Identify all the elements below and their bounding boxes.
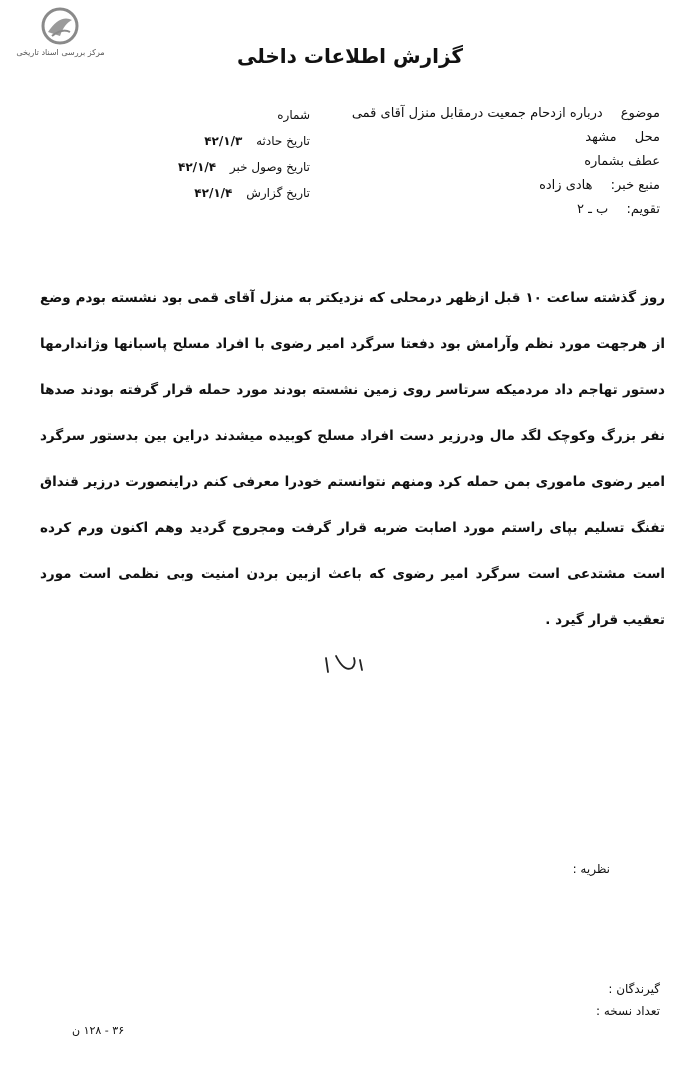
archive-seal-icon [38, 6, 82, 46]
place-value: مشهد [585, 130, 617, 145]
rating-row [260, 198, 660, 222]
subject-label: موضوع [620, 106, 660, 121]
place-row [260, 126, 660, 150]
report-date-row [140, 180, 310, 206]
source-label: منبع خبر: [610, 178, 660, 193]
incident-date-label: تاریخ حادثه [256, 134, 310, 148]
opinion-label: نظریه : [572, 862, 610, 876]
subject-row [260, 102, 660, 126]
rating-value: ب ـ ۲ [577, 202, 609, 217]
copies-label: تعداد نسخه : [595, 1004, 660, 1018]
report-meta-right [260, 102, 660, 222]
news-date-value: ۴۲/۱/۴ [178, 160, 217, 174]
news-date-label: تاریخ وصول خبر [229, 160, 310, 174]
form-number: ۳۶ - ۱۲۸ ن [72, 1024, 125, 1037]
place-label: محل [634, 130, 660, 145]
number-row [140, 102, 310, 128]
rating-label: تقویم: [626, 202, 660, 217]
recipients-block [596, 978, 660, 1022]
subject-value: درباره ازدحام جمعیت درمقابل منزل آقای قمی [351, 106, 603, 121]
report-date-value: ۴۲/۱/۴ [194, 186, 233, 200]
report-body: روز گذشته ساعت ۱۰ قبل ازظهر درمحلی که نزدیکتر به منزل آقای قمی بود نشسته بودم وضع از هرجهت مورد نظم وآرامش بود دفعتا سرگرد امیر رضوی با افراد مسلح پاسبانها وژاندارمها دستور تهاجم داد مردمیکه سرتاسر روی زمین نشسته بودند مورد حمله قرار گرفته بودند صدها نفر بزرگ وکوچک لگد مال ودرزیر دست افراد مسلح کوبیده میشدند دراین بین بدستور سرگرد امیر رضوی ماموری بمن حمله کرد ومنهم نتوانستم خودرا معرفی کنم دراینصورت درزیر قنداق تفنگ تسلیم بپای راستم مورد اصابت ضربه قرار گرفت ومجروح گردید وهم اکنون ورم کرده است مشتدعی است سرگرد امیر رضوی که باعث ازبین بردن امنیت وبی نظمی است مورد تعقیب قرار گیرد . [40, 290, 666, 628]
incident-date-row [140, 128, 310, 154]
source-row [260, 174, 660, 198]
report-meta-left [140, 102, 310, 206]
signature-mark [320, 650, 370, 678]
number-label: شماره [277, 108, 310, 122]
recipients-label: گیرندگان : [608, 982, 660, 996]
page-title: گزارش اطلاعات داخلی [236, 44, 464, 68]
incident-date-value: ۴۲/۱/۳ [204, 134, 243, 148]
source-value: هادی زاده [539, 178, 593, 193]
ref-label: عطف بشماره [584, 154, 660, 169]
report-date-label: تاریخ گزارش [246, 186, 310, 200]
archive-logo-text: مرکز بررسی اسناد تاریخی [16, 48, 105, 57]
news-date-row [140, 154, 310, 180]
ref-row [260, 150, 660, 174]
